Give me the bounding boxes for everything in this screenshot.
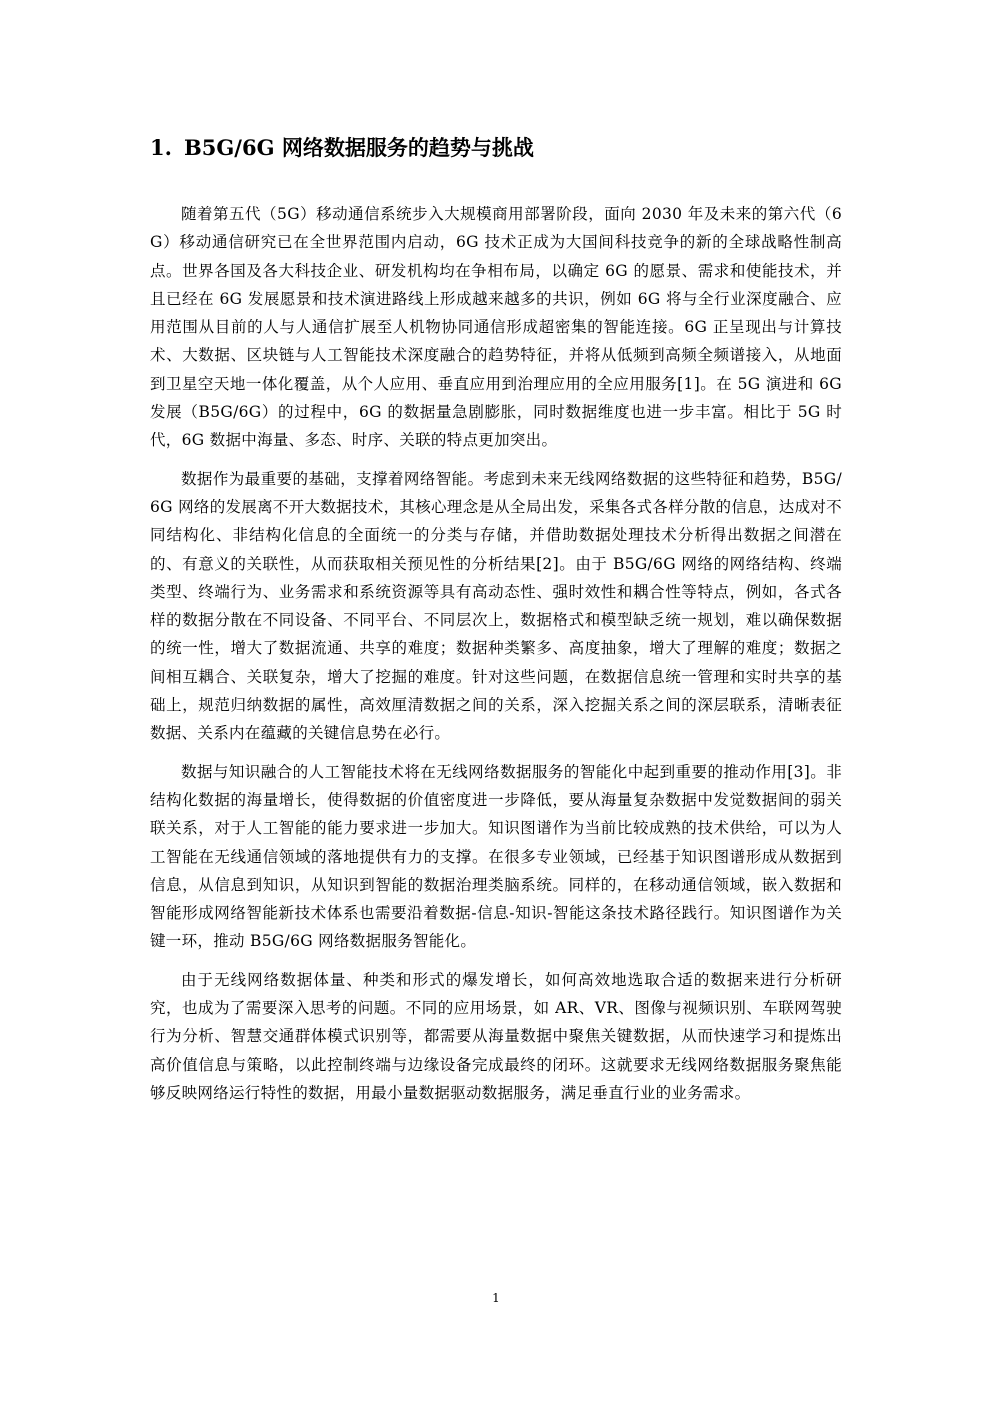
section-heading [150, 133, 850, 163]
page-number: 1 [492, 1291, 500, 1305]
document-body [150, 200, 842, 1117]
section-title: B5G/6G 网络数据服务的趋势与挑战 [184, 135, 534, 160]
paragraph-1: 随着第五代（5G）移动通信系统步入大规模商用部署阶段，面向 2030 年及未来的第六代（6G）移动通信研究已在全世界范围内启动，6G 技术正成为大国间科技竞争的新的全球战略性制高点。世界各国及各大科技企业、研发机构均在争相布局，以确定 6G 的愿景、需求和使能技术，并且已经在 6G 发展愿景和技术演进路线上形成越来越多的共识，例如 6G 将与全行业深度融合、应用范围从目前的人与人通信扩展至人机物协同通信形成超密集的智能连接。6G 正呈现出与计算技术、大数据、区块链与人工智能技术深度融合的趋势特征，并将从低频到高频全频谱接入，从地面到卫星空天地一体化覆盖，从个人应用、垂直应用到治理应用的全应用服务[1]。在 5G 演进和 6G 发展（B5G/6G）的过程中，6G 的数据量急剧膨胀，同时数据维度也进一步丰富。相比于 5G 时代，6G 数据中海量、多态、时序、关联的特点更加突出。 [150, 205, 842, 450]
paragraph-3: 数据与知识融合的人工智能技术将在无线网络数据服务的智能化中起到重要的推动作用[3]。非结构化数据的海量增长，使得数据的价值密度进一步降低，要从海量复杂数据中发觉数据间的弱关联关系，对于人工智能的能力要求进一步加大。知识图谱作为当前比较成熟的技术供给，可以为人工智能在无线通信领域的落地提供有力的支撑。在很多专业领域，已经基于知识图谱形成从数据到信息，从信息到知识，从知识到智能的数据治理类脑系统。同样的，在移动通信领域，嵌入数据和智能形成网络智能新技术体系也需要沿着数据-信息-知识-智能这条技术路径践行。知识图谱作为关键一环，推动 B5G/6G 网络数据服务智能化。 [150, 762, 842, 951]
section-number: 1. [150, 135, 172, 160]
paragraph-2: 数据作为最重要的基础，支撑着网络智能。考虑到未来无线网络数据的这些特征和趋势，B5G/6G 网络的发展离不开大数据技术，其核心理念是从全局出发，采集各式各样分散的信息，达成对不同结构化、非结构化信息的全面统一的分类与存储，并借助数据处理技术分析得出数据之间潜在的、有意义的关联性，从而获取相关预见性的分析结果[2]。由于 B5G/6G 网络的网络结构、终端类型、终端行为、业务需求和系统资源等具有高动态性、强时效性和耦合性等特点，例如，各式各样的数据分散在不同设备、不同平台、不同层次上，数据格式和模型缺乏统一规划，难以确保数据的统一性，增大了数据流通、共享的难度；数据种类繁多、高度抽象，增大了理解的难度；数据之间相互耦合、关联复杂，增大了挖掘的难度。针对这些问题，在数据信息统一管理和实时共享的基础上，规范归纳数据的属性，高效厘清数据之间的关系，深入挖掘关系之间的深层联系，清晰表征数据、关系内在蕴藏的关键信息势在必行。 [150, 469, 842, 743]
paragraph-4: 由于无线网络数据体量、种类和形式的爆发增长，如何高效地选取合适的数据来进行分析研究，也成为了需要深入思考的问题。不同的应用场景，如 AR、VR、图像与视频识别、车联网驾驶行为分析、智慧交通群体模式识别等，都需要从海量数据中聚焦关键数据，从而快速学习和提炼出高价值信息与策略，以此控制终端与边缘设备完成最终的闭环。这就要求无线网络数据服务聚焦能够反映网络运行特性的数据，用最小量数据驱动数据服务，满足垂直行业的业务需求。 [150, 970, 842, 1102]
